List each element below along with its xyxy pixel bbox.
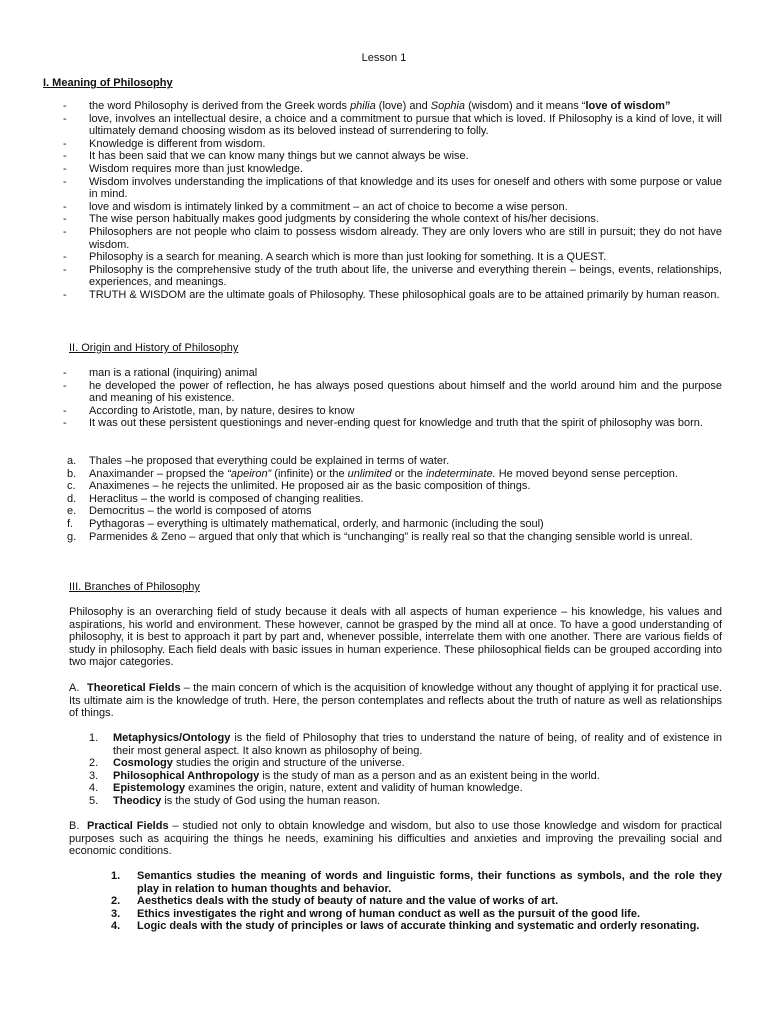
list-item: - Wisdom requires more than just knowledge. (63, 162, 303, 175)
lesson-title: Lesson 1 (361, 52, 407, 64)
branches-intro-paragraph: Philosophy is an overarching field of study because it deals with all aspects of human experience – his knowledge, his values and aspirations, his world and environment. These however, cannot be grasped by the mind all at once. To have a good understanding of philosophy, it is best to approach it part by part and, whenever possible, interrelate them with one another. There are various fields of study in philosophy. Each field deals with basic issues in human experience. These philosophical fields can be grouped according into two major categories. (69, 606, 722, 669)
list-item: - TRUTH & WISDOM are the ultimate goals of Philosophy. These philosophical goals are to be attained primarily by human reason. (63, 288, 720, 301)
list-item: b. Anaximander – propsed the “apeiron” (infinite) or the unlimited or the indeterminate. He moved beyond sense perception. (67, 467, 678, 480)
list-item: - love, involves an intellectual desire, a choice and a commitment to pursue that which is loved. If Philosophy is a kind of love, it will ultimately demand choosing wisdom as its beloved instead of surrendering to folly. (63, 112, 722, 138)
dash-marker: - (63, 200, 67, 213)
list-item: 2. Cosmology studies the origin and structure of the universe. (89, 757, 405, 770)
dash-marker: - (63, 404, 67, 417)
theoretical-fields-list (89, 732, 722, 808)
section-3-heading: III. Branches of Philosophy (69, 581, 200, 593)
list-item: - It has been said that we can know many things but we cannot always be wise. (63, 150, 469, 163)
list-item: - love and wisdom is intimately linked by a commitment – an act of choice to become a wise person. (63, 200, 568, 213)
list-item: e. Democritus – the world is composed of atoms (67, 505, 312, 518)
list-item: 1. Semantics studies the meaning of words and linguistic forms, their functions as symbols, and the role they play in relation to human thoughts and behavior. (111, 870, 722, 895)
dash-marker: - (63, 213, 67, 226)
meaning-bullet-list (63, 100, 722, 302)
list-item: 3. Ethics investigates the right and wrong of human conduct as well as the pursuit of the good life. (111, 907, 640, 920)
dash-marker: - (63, 288, 67, 301)
list-item: - man is a rational (inquiring) animal (63, 367, 258, 379)
list-item: - the word Philosophy is derived from the Greek words philia (love) and Sophia (wisdom) and it means “love of wisdom” (63, 100, 671, 112)
theoretical-fields-paragraph: A. Theoretical Fields – the main concern of which is the acquisition of knowledge without any thought of applying it for practical use. Its ultimate aim is the knowledge of truth. Here, the person contemplates and reflects about the truth of nature as well as relationships of things. (69, 682, 723, 720)
section-2-heading: II. Origin and History of Philosophy (69, 342, 239, 354)
dash-marker: - (63, 137, 67, 150)
list-item: 4. Logic deals with the study of principles or laws of accurate thinking and systematic and orderly resonating. (111, 920, 700, 933)
list-item: 2. Aesthetics deals with the study of beauty of nature and the value of works of art. (111, 895, 559, 908)
dash-marker: - (63, 251, 67, 264)
dash-marker: - (63, 175, 67, 188)
list-item: 1. Metaphysics/Ontology is the field of Philosophy that tries to understand the nature of being, of reality and of existence in their most general aspect. It also known as philosophy of being. (89, 732, 722, 757)
list-item: - It was out these persistent questionings and never-ending quest for knowledge and truth that the spirit of philosophy was born. (63, 417, 703, 430)
list-item: a. Thales –he proposed that everything could be explained in terms of water. (67, 455, 450, 467)
origin-bullet-list (63, 367, 722, 430)
list-item: - Philosophers are not people who claim to possess wisdom already. They are only lovers who are still in pursuit; they do not have wisdom. (63, 225, 722, 251)
list-item: d. Heraclitus – the world is composed of changing realities. (67, 492, 364, 505)
list-item: 4. Epistemology examines the origin, nature, extent and validity of human knowledge. (89, 782, 523, 795)
list-item: - According to Aristotle, man, by nature, desires to know (63, 404, 355, 417)
list-item: - Philosophy is the comprehensive study of the truth about life, the universe and everything therein – beings, events, relationships, experiences, and meanings. (63, 263, 722, 289)
list-item: c. Anaximenes – he rejects the unlimited. He proposed air as the basic composition of things. (67, 480, 531, 493)
philosophers-list (63, 455, 722, 543)
dash-marker: - (63, 417, 67, 430)
section-1-heading: I. Meaning of Philosophy (43, 77, 173, 89)
practical-fields-paragraph: B. Practical Fields – studied not only to obtain knowledge and wisdom, but also to use those knowledge and wisdom for practical purposes such as acquiring the things he needs, examining his difficulties and anxieties and improving the prevailing social and economic conditions. (69, 820, 722, 858)
dash-marker: - (63, 150, 67, 163)
dash-marker: - (63, 379, 67, 392)
list-item: f. Pythagoras – everything is ultimately mathematical, orderly, and harmonic (including the soul) (67, 517, 544, 530)
dash-marker: - (63, 367, 67, 379)
list-item: - Knowledge is different from wisdom. (63, 137, 266, 150)
list-item: - Philosophy is a search for meaning. A search which is more than just looking for something. It is a QUEST. (63, 251, 607, 264)
list-item: 3. Philosophical Anthropology is the study of man as a person and as an existent being in the world. (89, 769, 600, 782)
dash-marker: - (63, 112, 67, 125)
list-item: - Wisdom involves understanding the implications of that knowledge and its uses for oneself and others with some purpose or value in mind. (63, 175, 722, 201)
dash-marker: - (63, 225, 67, 238)
list-item: - The wise person habitually makes good judgments by considering the whole context of his/her decisions. (63, 213, 599, 226)
dash-marker: - (63, 100, 67, 112)
list-item: g. Parmenides & Zeno – argued that only that which is “unchanging” is really real so that the changing sensible world is unreal. (67, 530, 693, 543)
list-item: - he developed the power of reflection, he has always posed questions about himself and the world around him and the purpose and meaning of his existence. (63, 379, 722, 405)
dash-marker: - (63, 162, 67, 175)
practical-fields-list (111, 870, 722, 933)
list-item: 5. Theodicy is the study of God using the human reason. (89, 794, 381, 807)
dash-marker: - (63, 263, 67, 276)
